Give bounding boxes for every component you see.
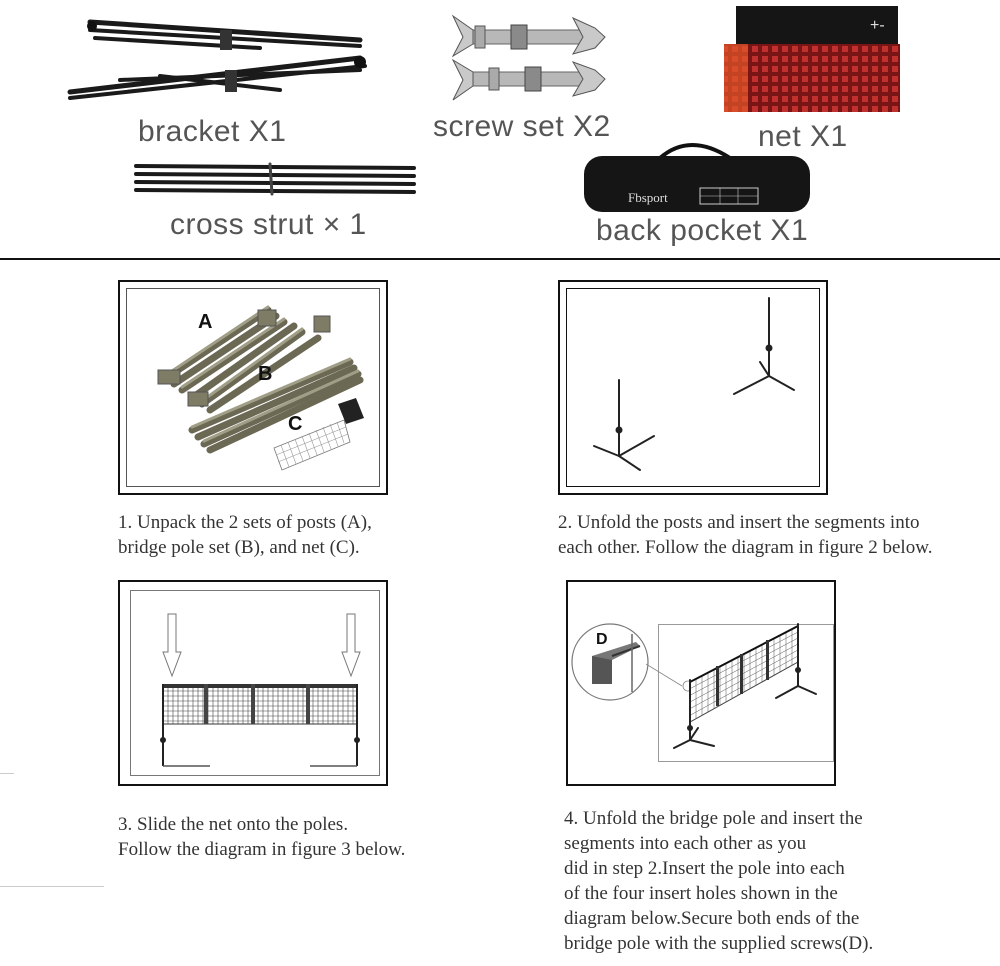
figure-4-label-d: D [596, 631, 608, 648]
net-photo [720, 4, 900, 114]
figure-3-illustration [118, 580, 388, 786]
bracket-label: bracket X1 [138, 115, 287, 148]
net-label: net X1 [758, 120, 848, 153]
step-2-line-1: 2. Unfold the posts and insert the segments into [558, 512, 920, 533]
step-1-line-1: 1. Unpack the 2 sets of posts (A), [118, 512, 372, 533]
bag-label: back pocket X1 [596, 214, 809, 247]
margin-mark [0, 886, 104, 887]
figure-1-label-b: B [258, 363, 273, 385]
step-4-line-3: did in step 2.Insert the pole into each [564, 858, 845, 879]
step-3-line-2: Follow the diagram in figure 3 below. [118, 839, 406, 860]
bracket-photo [60, 10, 380, 110]
section-divider [0, 258, 1000, 260]
screw-set-label: screw set X2 [433, 110, 611, 143]
step-4-line-4: of the four insert holes shown in the [564, 883, 838, 904]
step-1-text [118, 510, 372, 560]
margin-mark [0, 773, 14, 774]
cross-strut-photo [130, 160, 420, 200]
step-2-line-2: each other. Follow the diagram in figure 2 below. [558, 537, 933, 558]
step-4-line-1: 4. Unfold the bridge pole and insert the [564, 808, 863, 829]
figure-1-label-c: C [288, 413, 303, 435]
step-4-line-6: bridge pole with the supplied screws(D). [564, 933, 874, 954]
step-4-line-5: diagram below.Secure both ends of the [564, 908, 860, 929]
step-2-text [558, 510, 932, 560]
step-1-line-2: bridge pole set (B), and net (C). [118, 537, 360, 558]
figure-4-illustration [566, 580, 836, 786]
figure-1-illustration [118, 280, 388, 495]
step-3-line-1: 3. Slide the net onto the poles. [118, 814, 349, 835]
figure-2-illustration [558, 280, 828, 495]
figure-1-label-a: A [198, 311, 213, 333]
screw-set-photo [445, 4, 615, 104]
bag-brand-text: Fbsport [628, 190, 668, 205]
step-3-text [118, 812, 405, 862]
svg-text:+-: +- [870, 17, 885, 34]
step-4-text [564, 806, 873, 956]
bag-photo [580, 136, 815, 216]
cross-strut-label: cross strut × 1 [170, 208, 367, 241]
step-4-line-2: segments into each other as you [564, 833, 807, 854]
